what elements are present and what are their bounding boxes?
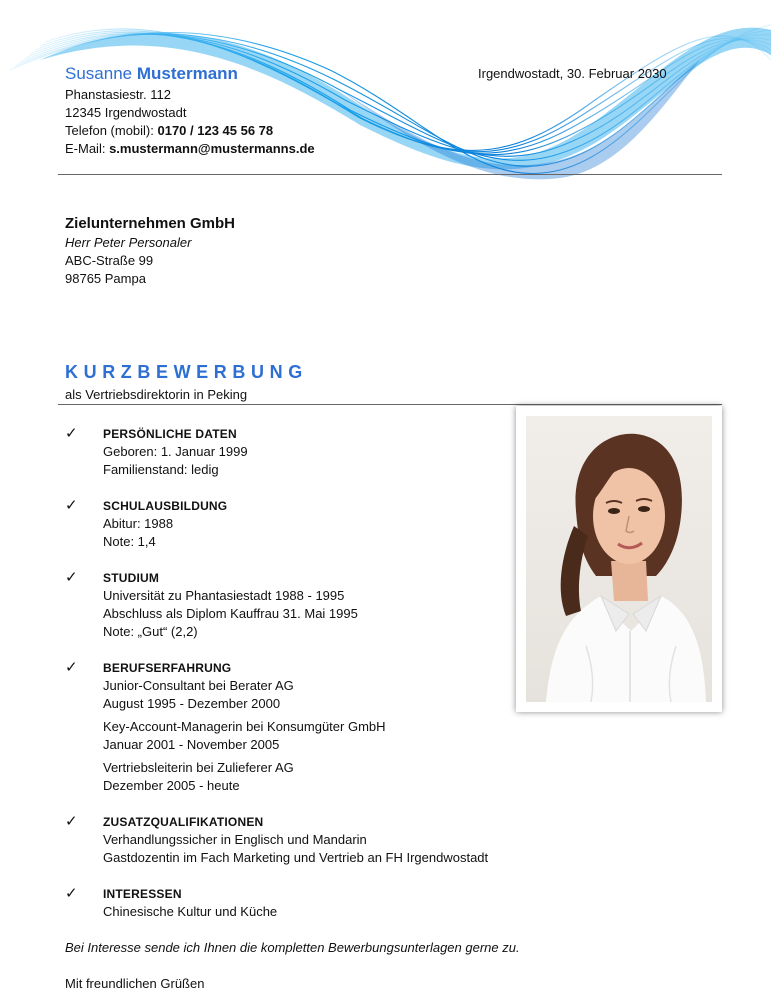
recipient-street: ABC-Straße 99 (65, 253, 154, 268)
checkmark-icon: ✓ (65, 813, 78, 830)
section-heading: PERSÖNLICHE DATEN (103, 427, 237, 441)
job-period: Januar 2001 - November 2005 (103, 737, 280, 752)
section-heading: ZUSATZQUALIFIKATIONEN (103, 815, 264, 829)
phone-label: Telefon (mobil): (65, 123, 158, 138)
sender-first-name: Susanne (65, 64, 133, 83)
recipient-city: 98765 Pampa (65, 271, 146, 286)
closing-greeting: Mit freundlichen Grüßen (65, 976, 205, 991)
job-position: Vertriebsleiterin bei Zulieferer AG (103, 760, 294, 775)
section-line: Universität zu Phantasiestadt 1988 - 1995 (103, 588, 345, 603)
title-divider (58, 404, 722, 405)
date-line: Irgendwostadt, 30. Februar 2030 (478, 66, 667, 81)
closing-sentence: Bei Interesse sende ich Ihnen die kompletten Bewerbungsunterlagen gerne zu. (65, 940, 520, 955)
sender-street: Phanstasiestr. 112 (65, 87, 171, 102)
document-subtitle: als Vertriebsdirektorin in Peking (65, 387, 248, 402)
sender-email-line (65, 140, 315, 158)
section-line: Abschluss als Diplom Kauffrau 31. Mai 1995 (103, 606, 358, 621)
section-line: Note: 1,4 (103, 534, 156, 549)
phone-number: 0170 / 123 45 56 78 (157, 123, 274, 138)
section-heading: BERUFSERFAHRUNG (103, 661, 232, 675)
section-line: Familienstand: ledig (103, 462, 219, 477)
checkmark-icon: ✓ (65, 659, 78, 676)
section-line: Note: „Gut“ (2,2) (103, 624, 198, 639)
section-line: Chinesische Kultur und Küche (103, 904, 278, 919)
section-heading: STUDIUM (103, 571, 160, 585)
sender-last-name: Mustermann (136, 64, 238, 83)
document-title: KURZBEWERBUNG (65, 362, 308, 382)
recipient-contact: Herr Peter Personaler (65, 235, 192, 250)
sender-name (65, 63, 315, 85)
checkmark-icon: ✓ (65, 569, 78, 586)
section-line: Verhandlungssicher in Englisch und Mandarin (103, 832, 367, 847)
sender-city: 12345 Irgendwostadt (65, 105, 187, 120)
email-label: E-Mail: (65, 141, 110, 156)
checkmark-icon: ✓ (65, 497, 78, 514)
section-line: Geboren: 1. Januar 1999 (103, 444, 248, 459)
section-heading: INTERESSEN (103, 887, 182, 901)
checkmark-icon: ✓ (65, 425, 78, 442)
recipient-company: Zielunternehmen GmbH (65, 215, 236, 232)
section-line: Abitur: 1988 (103, 516, 174, 531)
header-divider (58, 174, 722, 175)
recipient-address-block (65, 214, 235, 288)
job-period: Dezember 2005 - heute (103, 778, 240, 793)
job-position: Key-Account-Managerin bei Konsumgüter GmbH (103, 719, 386, 734)
checkmark-icon: ✓ (65, 885, 78, 902)
sender-address-block (65, 63, 315, 158)
job-position: Junior-Consultant bei Berater AG (103, 678, 294, 693)
email-address: s.mustermann@mustermanns.de (109, 141, 315, 156)
section-heading: SCHULAUSBILDUNG (103, 499, 228, 513)
sender-phone-line (65, 122, 315, 140)
section-line: Gastdozentin im Fach Marketing und Vertrieb an FH Irgendwostadt (103, 850, 489, 865)
job-period: August 1995 - Dezember 2000 (103, 696, 281, 711)
